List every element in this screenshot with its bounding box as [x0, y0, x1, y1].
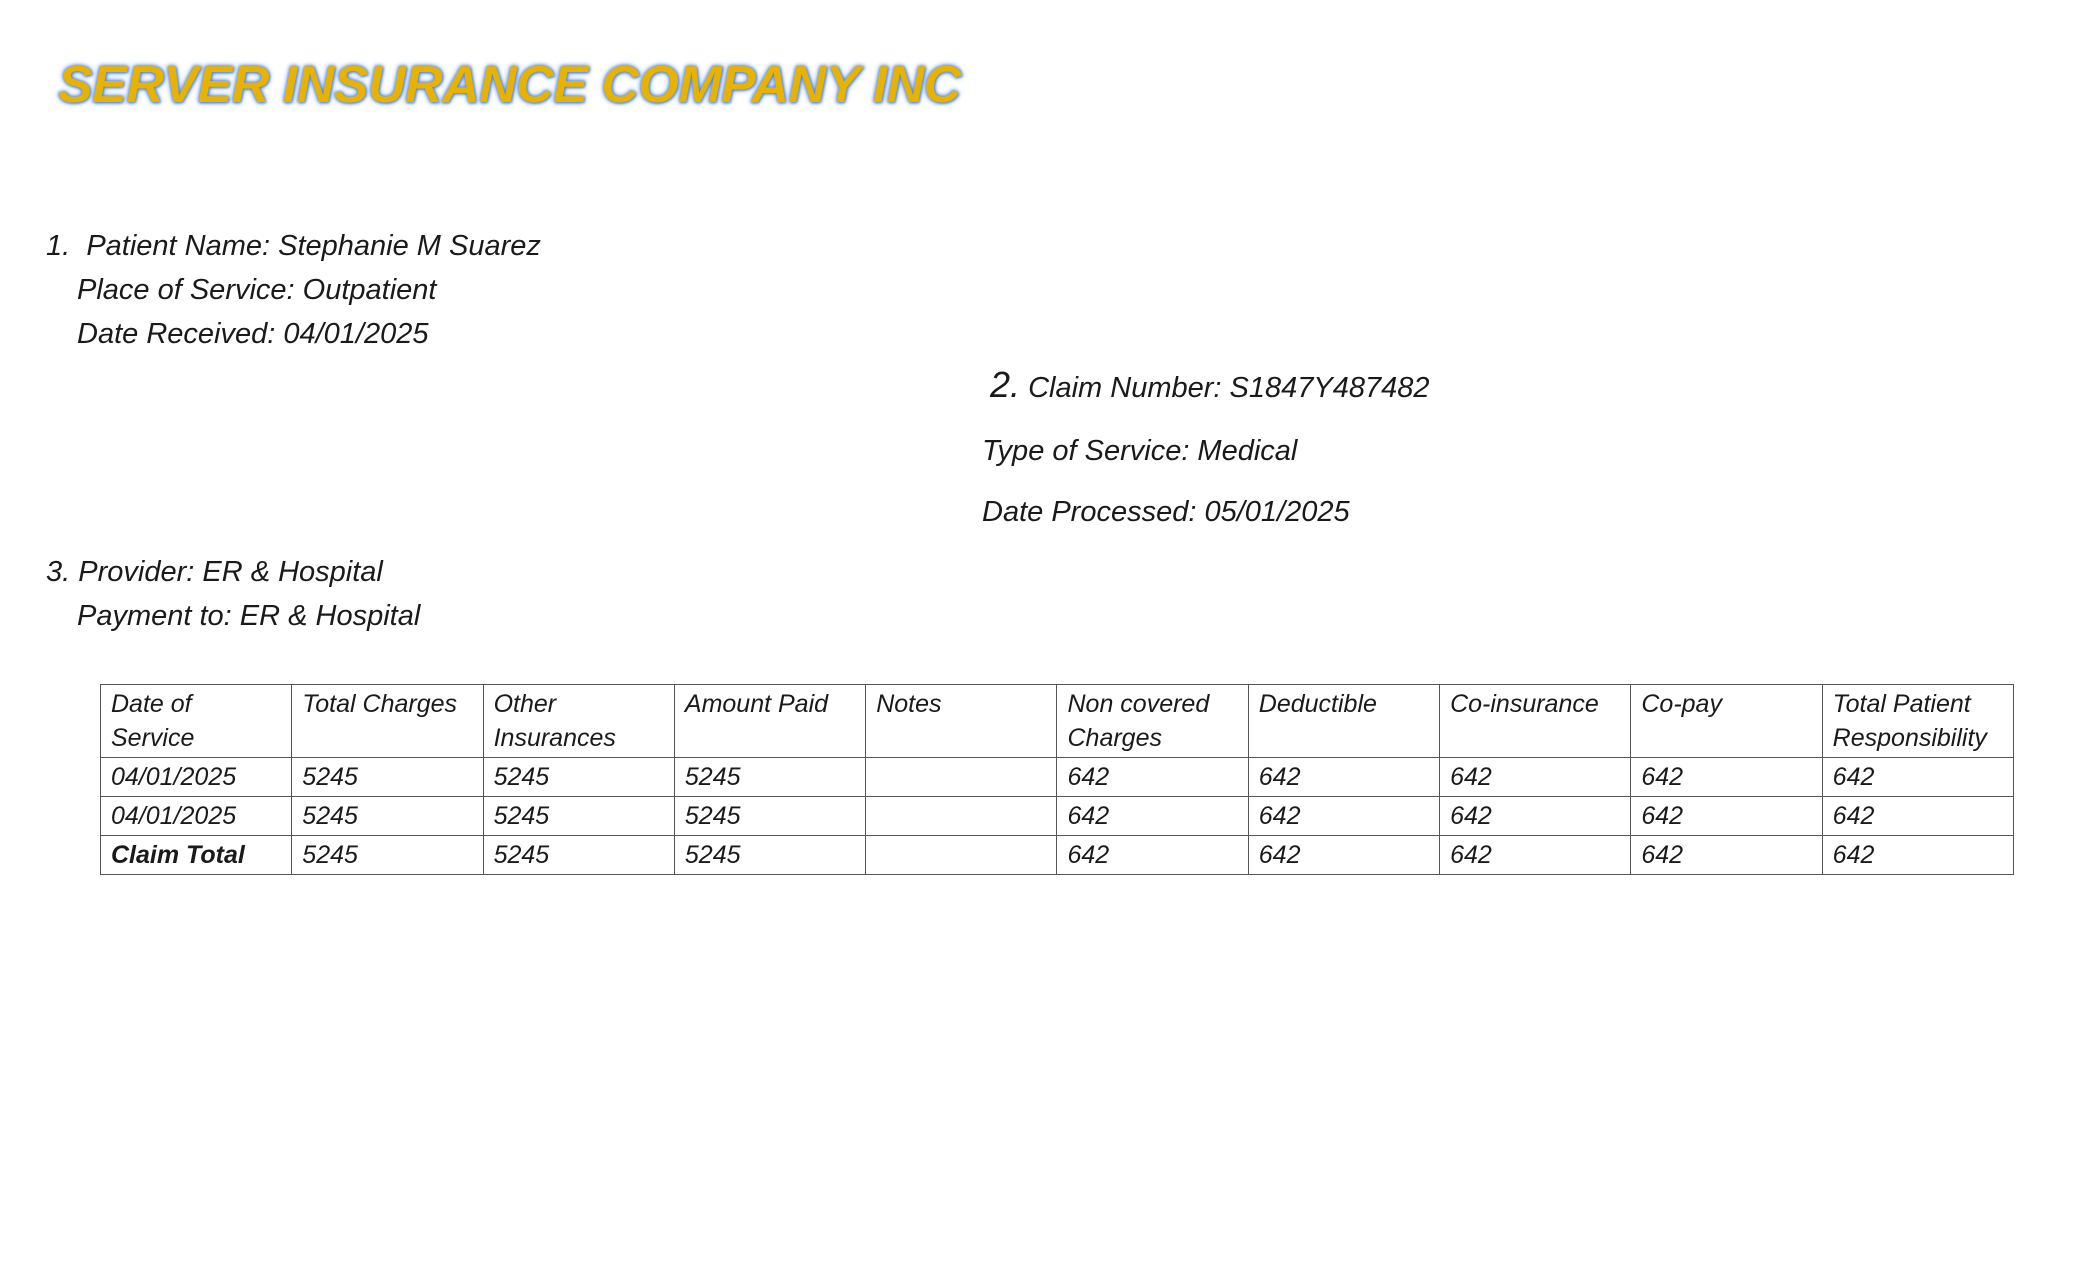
column-header: Amount Paid: [674, 685, 865, 758]
column-header: Co-insurance: [1440, 685, 1631, 758]
type-of-service: Type of Service: Medical: [982, 435, 1298, 467]
table-cell: 642: [1822, 797, 2013, 836]
table-cell: 642: [1057, 758, 1248, 797]
provider: Provider: ER & Hospital: [78, 556, 383, 588]
table-header-row: [101, 685, 2014, 758]
section-2-claim-line: [990, 363, 1430, 410]
column-header: Total Charges: [292, 685, 483, 758]
table-cell: 642: [1822, 758, 2013, 797]
table-cell: 642: [1822, 836, 2013, 875]
claim-total-row: [101, 836, 2014, 875]
table-cell: 5245: [674, 758, 865, 797]
table-cell: 642: [1631, 758, 1822, 797]
section-1-number: 1.: [46, 230, 71, 262]
table-cell: 642: [1057, 797, 1248, 836]
section-3-number: 3.: [46, 556, 71, 588]
company-title: SERVER INSURANCE COMPANY INC: [58, 56, 961, 114]
table-cell: 642: [1248, 758, 1439, 797]
table-cell: 5245: [674, 797, 865, 836]
section-2-number: 2.: [990, 364, 1021, 405]
section-3-provider-line: [46, 550, 383, 594]
column-header: Notes: [866, 685, 1057, 758]
table-cell: 642: [1631, 836, 1822, 875]
section-1-patient-line: [46, 224, 541, 268]
claim-total-label: Claim Total: [101, 836, 292, 875]
claims-table: [100, 684, 2014, 875]
table-cell: 642: [1631, 797, 1822, 836]
table-cell: [866, 797, 1057, 836]
table-cell: 642: [1440, 836, 1631, 875]
table-cell: 04/01/2025: [101, 797, 292, 836]
table-cell: 5245: [483, 836, 674, 875]
table-cell: 642: [1440, 797, 1631, 836]
table-row: [101, 758, 2014, 797]
table-cell: 5245: [292, 758, 483, 797]
table-cell: 642: [1057, 836, 1248, 875]
column-header: Non covered Charges: [1057, 685, 1248, 758]
date-processed: Date Processed: 05/01/2025: [982, 496, 1350, 528]
column-header: Deductible: [1248, 685, 1439, 758]
column-header: Date of Service: [101, 685, 292, 758]
table-cell: 642: [1248, 836, 1439, 875]
column-header: Co-pay: [1631, 685, 1822, 758]
table-cell: 5245: [674, 836, 865, 875]
place-of-service: Place of Service: Outpatient: [77, 274, 437, 306]
table-cell: 5245: [292, 836, 483, 875]
table-row: [101, 797, 2014, 836]
column-header: Total Patient Responsibility: [1822, 685, 2013, 758]
payment-to: Payment to: ER & Hospital: [77, 600, 421, 632]
table-cell: 04/01/2025: [101, 758, 292, 797]
table-cell: 642: [1440, 758, 1631, 797]
table-cell: [866, 836, 1057, 875]
column-header: Other Insurances: [483, 685, 674, 758]
patient-name: Patient Name: Stephanie M Suarez: [86, 230, 541, 262]
table-cell: 5245: [292, 797, 483, 836]
table-cell: 642: [1248, 797, 1439, 836]
claim-number: Claim Number: S1847Y487482: [1028, 372, 1430, 404]
date-received: Date Received: 04/01/2025: [77, 318, 429, 350]
table-cell: 5245: [483, 797, 674, 836]
table-cell: [866, 758, 1057, 797]
table-cell: 5245: [483, 758, 674, 797]
